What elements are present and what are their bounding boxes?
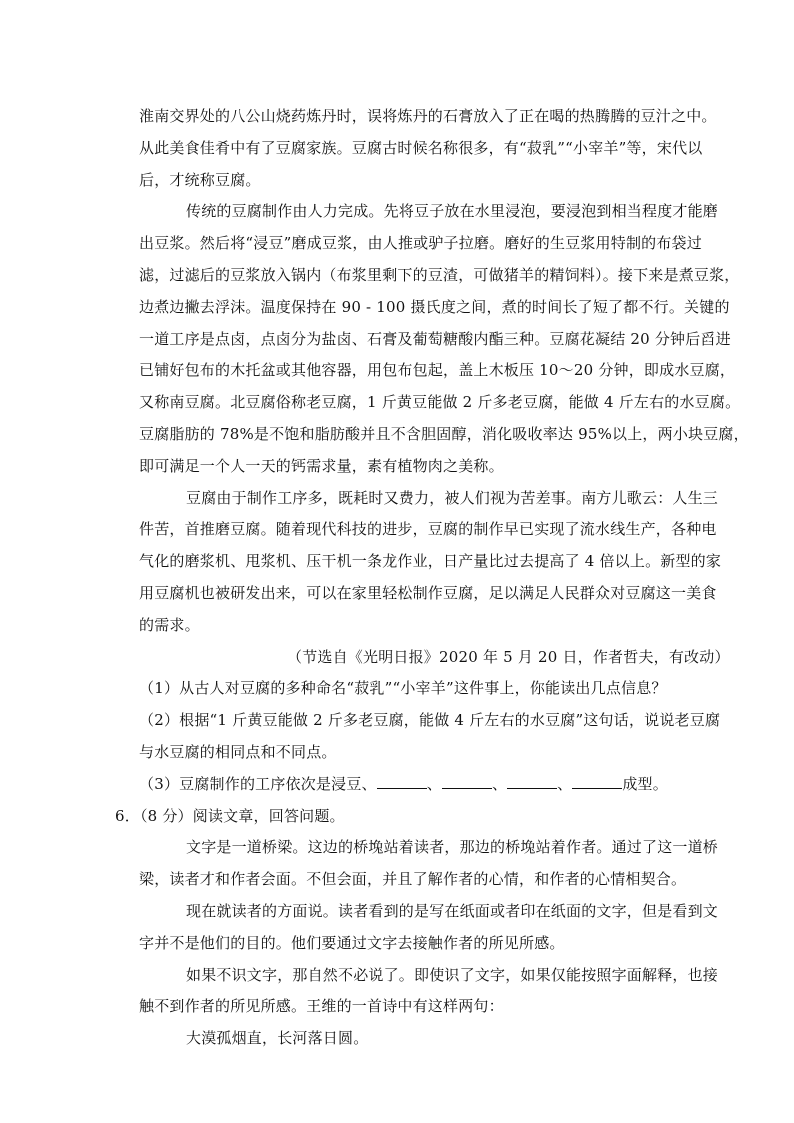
question-2: （2）根据“1 斤黄豆能做 2 斤多老豆腐，能做 4 斤左右的水豆腐”这句话，说说老豆腐 bbox=[139, 711, 721, 730]
text-line: 豆腐脂肪的 78%是不饱和脂肪酸并且不含胆固醇，消化吸收率达 95%以上，两小块豆腐， bbox=[139, 424, 749, 443]
question-1: （1）从古人对豆腐的多种命名“菽乳”“小宰羊”这件事上，你能读出几点信息？ bbox=[139, 679, 667, 698]
blank-separator: 、 bbox=[426, 774, 442, 793]
text-line: 从此美食佳肴中有了豆腐家族。豆腐古时候名称很多，有“菽乳”“小宰羊”等，宋代以 bbox=[139, 138, 703, 157]
answer-blank-1[interactable] bbox=[377, 774, 427, 789]
article-body bbox=[115, 101, 749, 1055]
paragraph-production bbox=[139, 196, 749, 482]
question-2-continued: 与水豆腐的相同点和不同点。 bbox=[139, 742, 337, 761]
text-line: 文字是一道桥梁。这边的桥堍站着读者，那边的桥堍站着作者。通过了这一道桥 bbox=[186, 838, 719, 857]
question-3 bbox=[139, 769, 679, 801]
question-number: 6．（8 分）阅读文章，回答问题。 bbox=[115, 806, 345, 825]
text-line: 又称南豆腐。北豆腐俗称老豆腐，1 斤黄豆能做 2 斤多老豆腐，能做 4 斤左右的水豆腐。 bbox=[139, 393, 741, 412]
question-list bbox=[139, 673, 721, 800]
text-line: 出豆浆。然后将“浸豆”磨成豆浆，由人推或驴子拉磨。磨好的生豆浆用特制的布袋过 bbox=[139, 234, 702, 253]
paragraph-origin bbox=[139, 101, 717, 196]
text-line: 的需求。 bbox=[139, 615, 200, 634]
blank-separator: 、 bbox=[557, 774, 573, 793]
answer-blank-4[interactable] bbox=[572, 774, 622, 789]
text-line: 现在就读者的方面说。读者看到的是写在纸面或者印在纸面的文字，但是看到文 bbox=[186, 901, 719, 920]
text-line: 梁，读者才和作者会面。不但会面，并且了解作者的心情，和作者的心情相契合。 bbox=[139, 870, 687, 889]
text-line: 豆腐由于制作工序多，既耗时又费力，被人们视为苦差事。南方儿歌云：人生三 bbox=[186, 488, 719, 507]
source-citation: （节选自《光明日报》2020 年 5 月 20 日，作者哲夫，有改动） bbox=[287, 647, 730, 666]
text-line: 件苦，首推磨豆腐。随着现代科技的进步，豆腐的制作早已实现了流水线生产，各种电 bbox=[139, 520, 717, 539]
blank-separator: 、 bbox=[491, 774, 508, 793]
text-line: 后，才统称豆腐。 bbox=[139, 170, 261, 189]
question-3-suffix: 成型。 bbox=[622, 774, 668, 793]
text-line: 气化的磨浆机、甩浆机、压干机一条龙作业，日产量比过去提高了 4 倍以上。新型的家 bbox=[139, 552, 722, 571]
text-line: 如果不识文字，那自然不必说了。即使识了文字，如果仅能按照字面解释，也接 bbox=[186, 965, 719, 984]
text-line: 字并不是他们的目的。他们要通过文字去接触作者的所见所感。 bbox=[139, 933, 565, 952]
question-3-prefix: （3）豆腐制作的工序依次是浸豆、 bbox=[139, 774, 377, 793]
text-line: 触不到作者的所见所感。王维的一首诗中有这样两句： bbox=[139, 997, 504, 1016]
text-line: 滤，过滤后的豆浆放入锅内（布浆里剩下的豆渣，可做猪羊的精饲料）。接下来是煮豆浆， bbox=[139, 265, 740, 284]
text-line: 用豆腐机也被研发出来，可以在家里轻松制作豆腐，足以满足人民群众对豆腐这一美食 bbox=[139, 583, 717, 602]
text-line: 一道工序是点卤，点卤分为盐卤、石膏及葡萄糖酸内酯三种。豆腐花凝结 20 分钟后舀进 bbox=[139, 329, 731, 348]
text-line: 淮南交界处的八公山烧药炼丹时，误将炼丹的石膏放入了正在喝的热腾腾的豆汁之中。 bbox=[139, 107, 717, 125]
text-line: 已铺好包布的木托盆或其他容器，用包布包起，盖上木板压 10～20 分钟，即成水豆腐， bbox=[139, 361, 736, 380]
section-6-header bbox=[115, 801, 679, 833]
poem-line: 大漠孤烟直，长河落日圆。 bbox=[186, 1029, 369, 1048]
text-line: 传统的豆腐制作由人力完成。先将豆子放在水里浸泡，要浸泡到相当程度才能磨 bbox=[186, 202, 719, 221]
section-6 bbox=[115, 801, 719, 1055]
text-line: 边煮边撇去浮沫。温度保持在 90 - 100 摄氏度之间，煮的时间长了短了都不行。关键的 bbox=[139, 297, 730, 316]
paragraph-modern bbox=[139, 483, 722, 642]
answer-blank-3[interactable] bbox=[507, 774, 557, 789]
text-line: 即可满足一个人一天的钙需求量，素有植物肉之美称。 bbox=[139, 456, 504, 475]
answer-blank-2[interactable] bbox=[442, 774, 492, 789]
